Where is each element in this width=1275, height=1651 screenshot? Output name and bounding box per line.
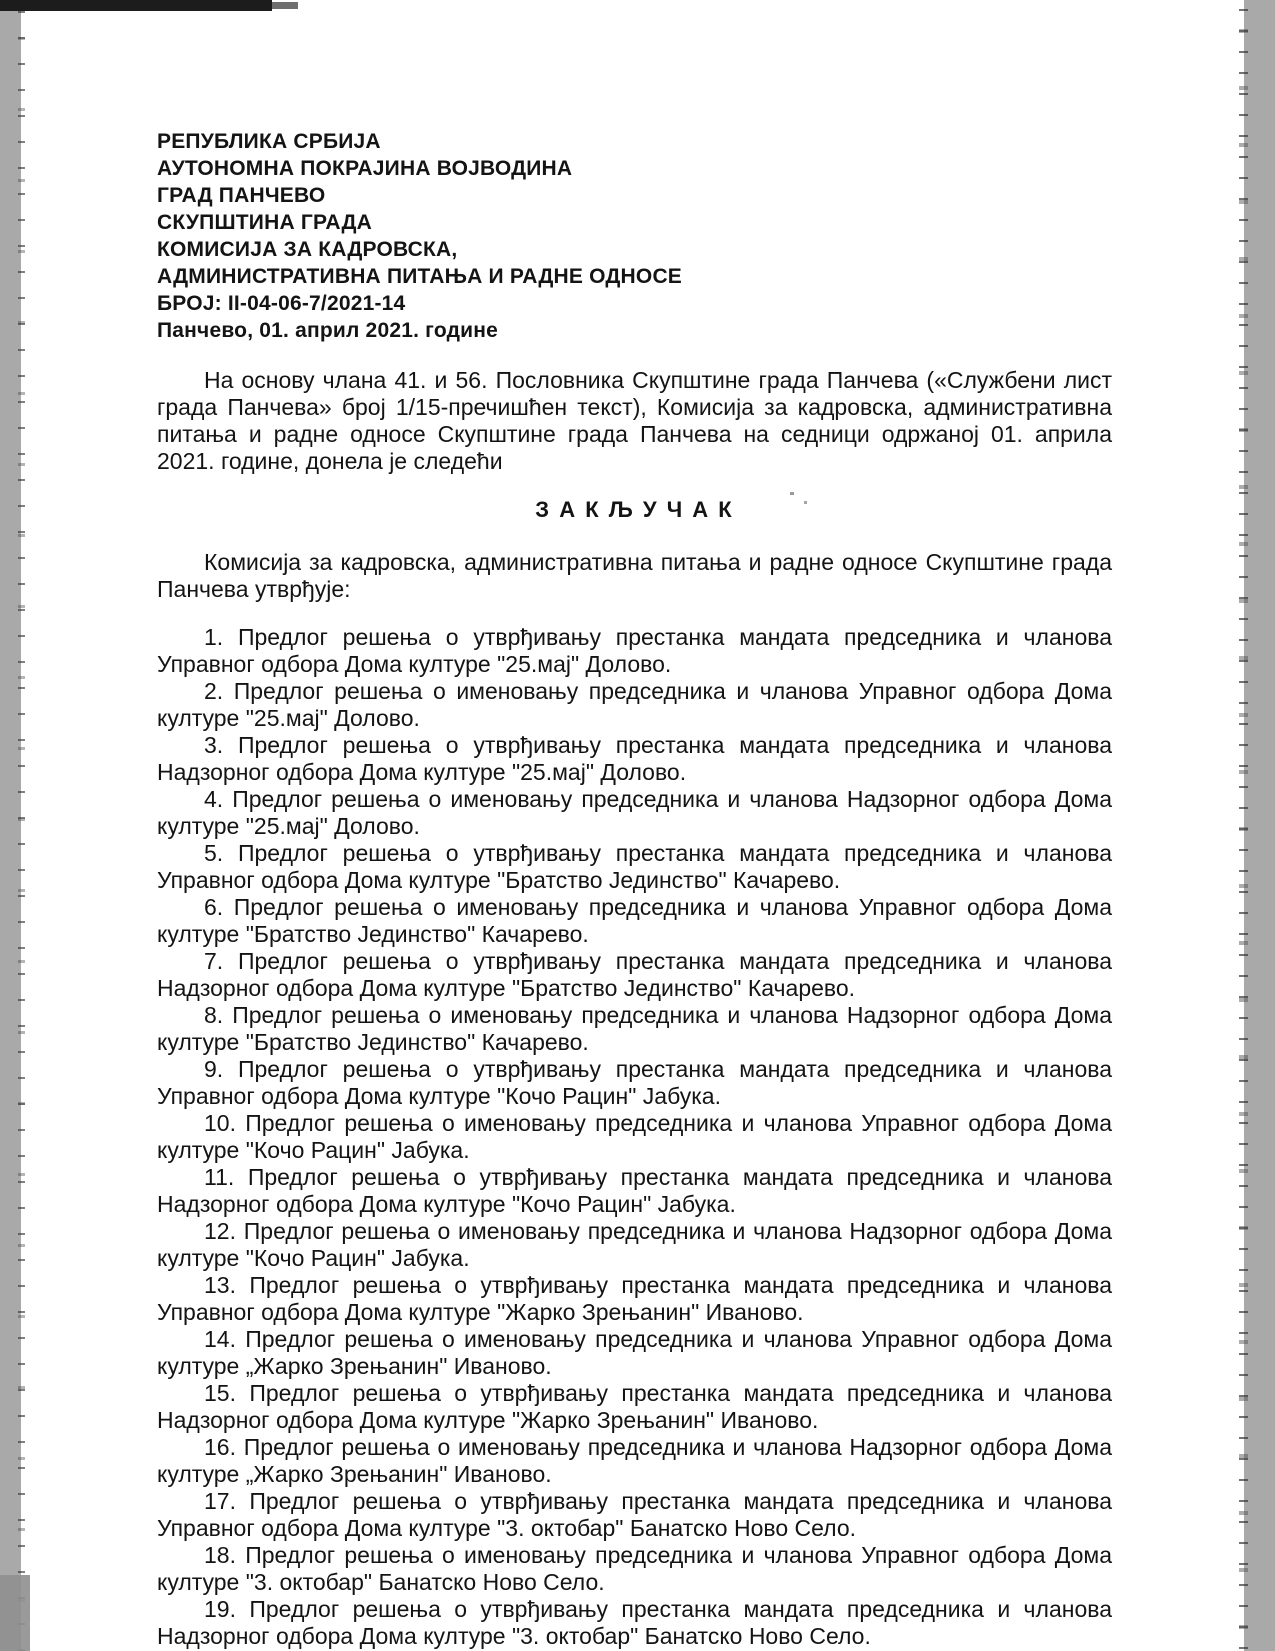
list-item: 1. Предлог решења о утврђивању престанка мандата председника и чланова Управног одбора Дома културе "25.мај" Долово. [157,624,1112,677]
list-item: 2. Предлог решења о именовању председника и чланова Управног одбора Дома културе "25.мај" Долово. [157,678,1112,731]
list-item: 8. Предлог решења о именовању председника и чланова Надзорног одбора Дома културе "Братство Јединство" Качарево. [157,1002,1112,1055]
list-item: 9. Предлог решења о утврђивању престанка мандата председника и чланова Управног одбора Дома културе "Кочо Рацин" Јабука. [157,1056,1112,1109]
list-item: 10. Предлог решења о именовању председника и чланова Управног одбора Дома културе "Кочо Рацин" Јабука. [157,1110,1112,1163]
list-item: 14. Предлог решења о именовању председника и чланова Управног одбора Дома културе „Жарко Зрењанин" Иваново. [157,1326,1112,1379]
letterhead-line-city: ГРАД ПАНЧЕВО [157,184,326,207]
letterhead-line-republic: РЕПУБЛИКА СРБИЈА [157,130,381,153]
scan-smudge-bottom-left [0,1575,30,1651]
letterhead-line-date: Панчево, 01. април 2021. године [157,319,498,342]
scan-speckle-left [18,0,25,1651]
list-item: 15. Предлог решења о утврђивању престанка мандата председника и чланова Надзорног одбора Дома културе "Жарко Зрењанин" Иваново. [157,1380,1112,1433]
intro-paragraph: На основу члана 41. и 56. Пословника Скупштине града Панчева («Службени лист града Панчева» број 1/15-пречишћен текст), Комисија за кадровска, административна питања и радне односе Скупштине града Панчева на седници одржаној 01. априла 2021. године, донела је следећи [157,367,1112,474]
scan-artifact-top-bar-tail [272,2,298,9]
scan-edge-right [1244,0,1275,1651]
list-item: 3. Предлог решења о утврђивању престанка мандата председника и чланова Надзорног одбора Дома културе "25.мај" Долово. [157,732,1112,785]
list-item: 4. Предлог решења о именовању председника и чланова Надзорног одбора Дома културе "25.мај" Долово. [157,786,1112,839]
document-body [157,128,1112,1650]
document-title: З А К Љ У Ч А К [535,497,734,522]
letterhead-line-commission-2: АДМИНИСТРАТИВНА ПИТАЊА И РАДНЕ ОДНОСЕ [157,265,683,288]
list-item: 19. Предлог решења о утврђивању престанка мандата председника и чланова Надзорног одбора Дома културе "3. октобар" Банатско Ново Село. [157,1596,1112,1649]
letterhead-line-province: АУТОНОМНА ПОКРАЈИНА ВОЈВОДИНА [157,157,573,180]
preamble-paragraph: Комисија за кадровска, административна питања и радне односе Скупштине града Панчева утврђује: [157,549,1112,602]
list-item: 17. Предлог решења о утврђивању престанка мандата председника и чланова Управног одбора Дома културе "3. октобар" Банатско Ново Село. [157,1488,1112,1541]
letterhead-line-commission-1: КОМИСИЈА ЗА КАДРОВСКА, [157,238,458,261]
list-item: 5. Предлог решења о утврђивању престанка мандата председника и чланова Управног одбора Дома културе "Братство Јединство" Качарево. [157,840,1112,893]
list-item: 16. Предлог решења о именовању председника и чланова Надзорног одбора Дома културе „Жарко Зрењанин" Иваново. [157,1434,1112,1487]
list-item: 18. Предлог решења о именовању председника и чланова Управног одбора Дома културе "3. октобар" Банатско Ново Село. [157,1542,1112,1595]
list-item: 7. Предлог решења о утврђивању престанка мандата председника и чланова Надзорног одбора Дома културе "Братство Јединство" Качарево. [157,948,1112,1001]
list-item: 13. Предлог решења о утврђивању престанка мандата председника и чланова Управног одбора Дома културе "Жарко Зрењанин" Иваново. [157,1272,1112,1325]
letterhead-line-assembly: СКУПШТИНА ГРАДА [157,211,372,234]
list-item: 11. Предлог решења о утврђивању престанка мандата председника и чланова Надзорног одбора Дома културе "Кочо Рацин" Јабука. [157,1164,1112,1217]
scan-speckle-right [1239,0,1248,1651]
document-letterhead [157,128,1112,344]
scan-artifact-top-bar [0,0,272,11]
list-item: 12. Предлог решења о именовању председника и чланова Надзорног одбора Дома културе "Кочо Рацин" Јабука. [157,1218,1112,1271]
list-item: 6. Предлог решења о именовању председника и чланова Управног одбора Дома културе "Братство Јединство" Качарево. [157,894,1112,947]
conclusion-item-list [157,624,1112,1650]
letterhead-line-number: БРОЈ: II-04-06-7/2021-14 [157,292,406,315]
